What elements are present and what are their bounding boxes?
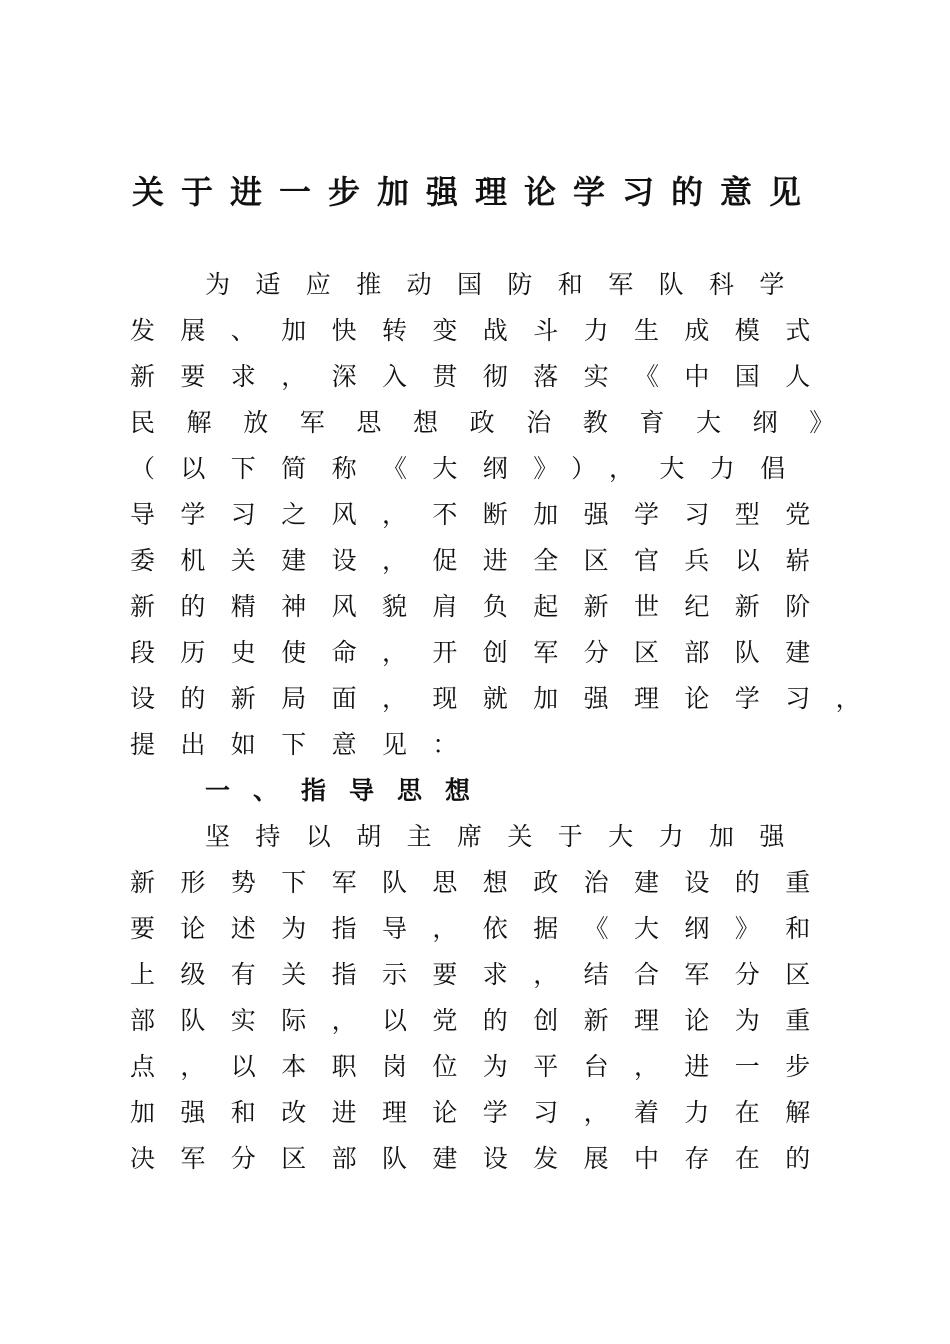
document-title: 关于进一步加强理论学习的意见 [131,173,818,211]
paragraph-line: 段历史使命，开创军分区部队建 [130,638,836,667]
paragraph-line: 要论述为指导，依据《大纲》和 [130,914,836,943]
section-heading: 一、指导思想 [205,776,494,805]
paragraph-line: 新形势下军队思想政治建设的重 [130,868,836,897]
paragraph-line: 决军分区部队建设发展中存在的 [130,1144,836,1173]
paragraph-line: 点，以本职岗位为平台，进一步 [130,1052,836,1081]
paragraph-line: 为适应推动国防和军队科学 [205,270,810,299]
paragraph-line: 部队实际，以党的创新理论为重 [130,1006,836,1035]
paragraph-line: 委机关建设，促进全区官兵以崭 [130,546,836,575]
paragraph-line: （以下简称《大纲》），大力倡 [130,454,811,483]
paragraph-line: 新要求，深入贯彻落实《中国人 [130,362,836,391]
paragraph-line: 提出如下意见： [130,730,483,759]
paragraph-line: 新的精神风貌肩负起新世纪新阶 [130,592,836,621]
paragraph-line: 发展、加快转变战斗力生成模式 [130,316,836,345]
paragraph-line: 加强和改进理论学习，着力在解 [130,1098,836,1127]
paragraph-line: 民解放军思想政治教育大纲》 [130,408,866,437]
paragraph-line: 坚持以胡主席关于大力加强 [205,822,810,851]
paragraph-line: 设的新局面，现就加强理论学习， [130,684,887,713]
paragraph-line: 导学习之风，不断加强学习型党 [130,500,836,529]
paragraph-line: 上级有关指示要求，结合军分区 [130,960,836,989]
